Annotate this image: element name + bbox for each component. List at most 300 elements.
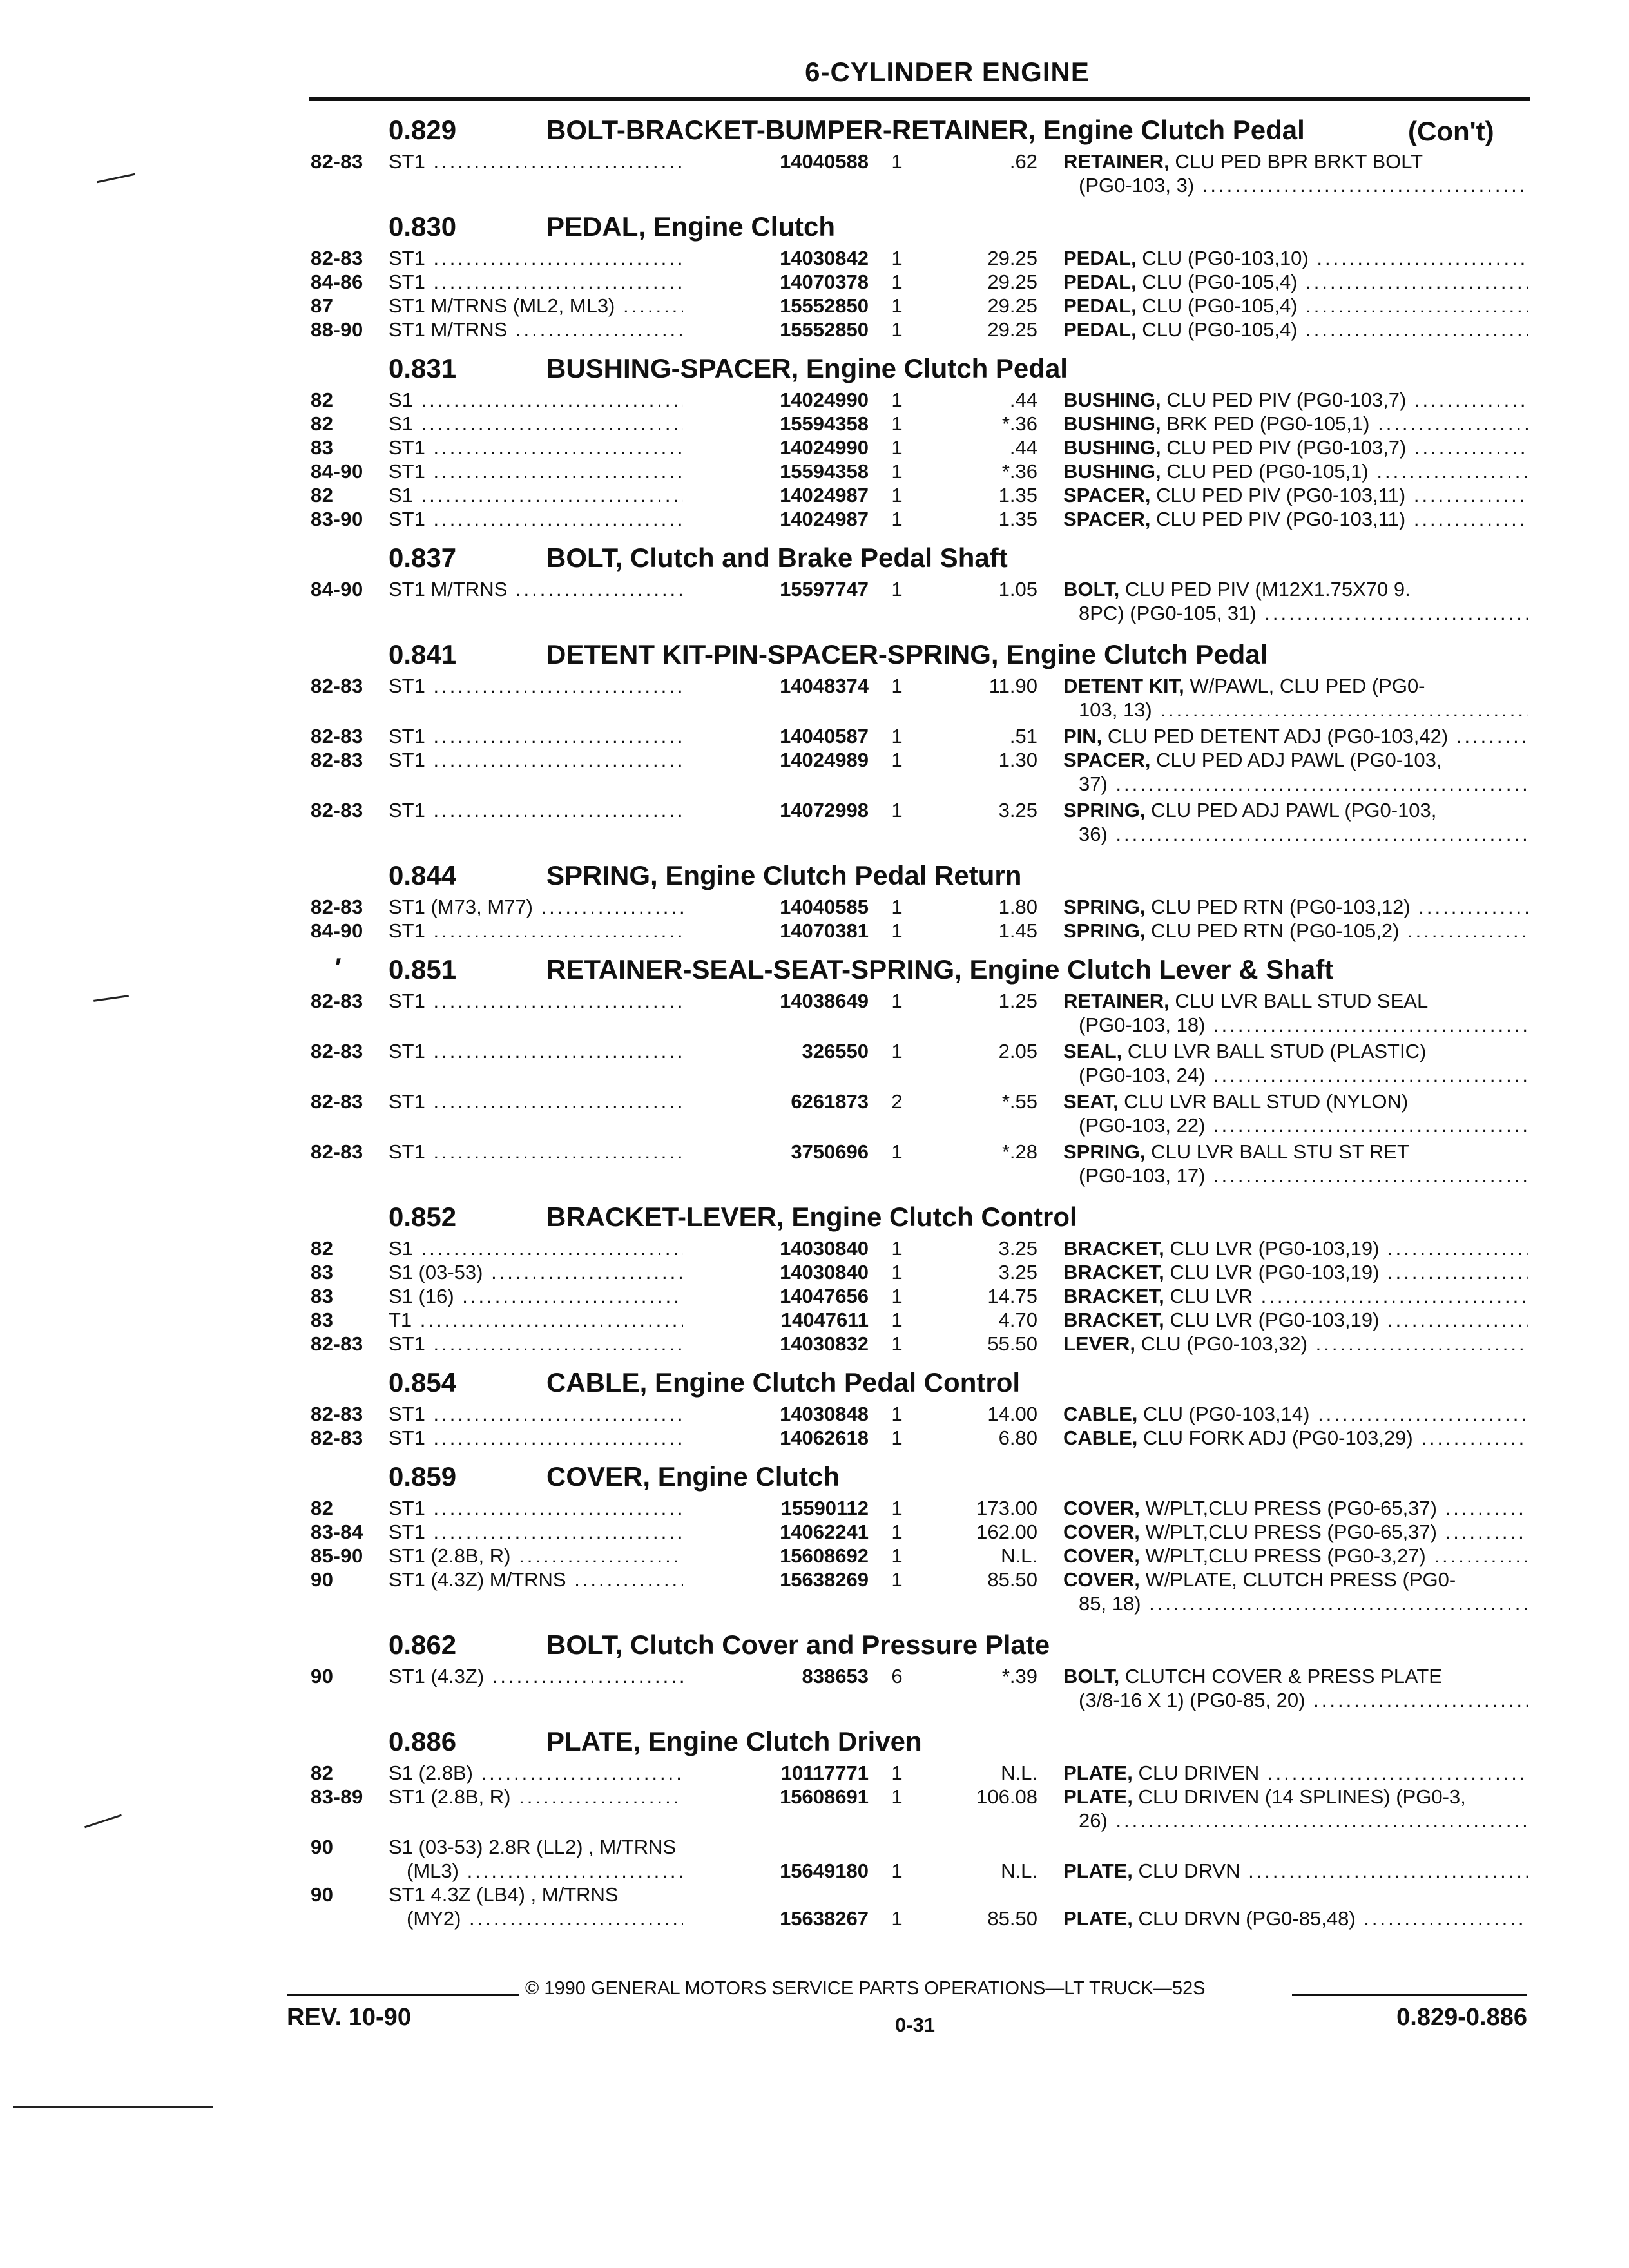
description: [1063, 507, 1528, 531]
description-line: [1063, 1332, 1528, 1356]
model-code: ST1 .....: [389, 1426, 743, 1450]
description: [1063, 1907, 1528, 1930]
part-name: SPRING,: [1063, 799, 1146, 822]
table-row: [0, 294, 1629, 318]
part-name: PLATE,: [1063, 1860, 1133, 1882]
quantity: 1: [891, 1040, 903, 1062]
description: [1063, 149, 1528, 197]
part-name: PEDAL,: [1063, 294, 1137, 317]
part-name: SEAT,: [1063, 1090, 1119, 1113]
part-number: 14072998: [683, 798, 869, 822]
model-code: ST1 .....: [389, 270, 743, 294]
part-number: 14030848: [683, 1402, 869, 1426]
part-number: 15608692: [683, 1544, 869, 1568]
description-line: [1063, 294, 1528, 318]
table-row: [0, 1236, 1629, 1260]
description-text: CLU DRVN (PG0-85,48): [1132, 1907, 1356, 1930]
table-row: [0, 1140, 1629, 1190]
year-range: 83: [311, 1285, 334, 1307]
quantity: 1: [891, 1285, 903, 1307]
model-code: ST1 .....: [389, 674, 743, 698]
description: [1063, 1140, 1528, 1187]
year-range: 84-90: [311, 460, 363, 483]
table-row: [0, 459, 1629, 483]
description-line: [1063, 1664, 1528, 1688]
section-title: BUSHING-SPACER, Engine Clutch Pedal: [546, 353, 1068, 383]
part-number: 15552850: [683, 294, 869, 318]
part-number: 14024990: [683, 388, 869, 412]
section-continued: (Con't): [1408, 116, 1494, 146]
section-header: [0, 1450, 1629, 1496]
price: 85.50: [987, 1907, 1037, 1930]
description: [1063, 388, 1528, 412]
description: [1063, 1090, 1528, 1137]
description: [1063, 989, 1528, 1037]
part-number: 15590112: [683, 1496, 869, 1520]
quantity: 1: [891, 1309, 903, 1331]
description-text: CLU LVR (PG0-103,19): [1164, 1309, 1380, 1331]
section-header: [0, 1618, 1629, 1664]
year-range: 85-90: [311, 1544, 363, 1567]
quantity: 1: [891, 150, 903, 173]
description-line: [1063, 1402, 1528, 1426]
section-header: [0, 200, 1629, 246]
section-number: 0.886: [389, 1726, 457, 1756]
model-code-line: S1 (03-53) 2.8R (LL2) , M/TRNS: [389, 1836, 677, 1858]
description: [1063, 1260, 1528, 1284]
quantity: 1: [891, 1544, 903, 1567]
description-text: CLU PED RTN (PG0-105,2): [1145, 919, 1400, 942]
price: 173.00: [976, 1497, 1037, 1519]
part-number: 838653: [683, 1664, 869, 1688]
description-text: CLU FORK ADJ (PG0-103,29): [1137, 1427, 1413, 1449]
model-code: S1 (16) .....: [389, 1284, 743, 1308]
quantity: 1: [891, 389, 903, 411]
price: N.L.: [1001, 1762, 1037, 1784]
model-code: S1 (2.8B) .....: [389, 1761, 743, 1785]
table-row: [0, 1859, 1629, 1883]
description-line-2: (PG0-103, 3) .....: [1063, 173, 1528, 197]
part-number: 14047656: [683, 1284, 869, 1308]
section-header: [0, 103, 1629, 149]
description: [1063, 919, 1528, 943]
section-title: BOLT, Clutch and Brake Pedal Shaft: [546, 543, 1008, 573]
price: 85.50: [987, 1568, 1037, 1591]
part-name: BOLT,: [1063, 1665, 1120, 1687]
description-line: [1063, 674, 1528, 698]
section-number: 0.862: [389, 1629, 457, 1660]
part-name: COVER,: [1063, 1521, 1140, 1543]
description-line: [1063, 1260, 1528, 1284]
part-number: 15608691: [683, 1785, 869, 1809]
price: 162.00: [976, 1521, 1037, 1543]
section-header: [0, 628, 1629, 674]
table-row: [0, 895, 1629, 919]
table-row: [0, 1664, 1629, 1715]
model-code: ST1 M/TRNS .....: [389, 577, 743, 601]
quantity: 1: [891, 1785, 903, 1808]
part-number: 15594358: [683, 412, 869, 436]
description-text: CLU (PG0-105,4): [1136, 294, 1298, 317]
description: [1063, 895, 1528, 919]
part-name: BUSHING,: [1063, 412, 1161, 435]
description-text: CLU (PG0-103,32): [1135, 1332, 1308, 1355]
description: [1063, 459, 1528, 483]
description-text: CLU PED (PG0-105,1): [1161, 460, 1369, 483]
part-number: 14030840: [683, 1236, 869, 1260]
section-number: 0.829: [389, 115, 457, 145]
part-name: COVER,: [1063, 1568, 1140, 1591]
table-row: [0, 577, 1629, 628]
part-number: 14030842: [683, 246, 869, 270]
part-name: SPRING,: [1063, 1140, 1146, 1163]
description-line: [1063, 459, 1528, 483]
price: 1.45: [998, 919, 1037, 942]
year-range: 82-83: [311, 247, 363, 269]
part-number: 14038649: [683, 989, 869, 1013]
quantity: 1: [891, 725, 903, 747]
table-row: [0, 149, 1629, 200]
page-number: 0-31: [894, 2013, 936, 2036]
quantity: 1: [891, 1427, 903, 1449]
model-code: ST1 .....: [389, 149, 743, 173]
year-range: 82-83: [311, 896, 363, 918]
part-name: RETAINER,: [1063, 150, 1170, 173]
description-text: CLU LVR BALL STU ST RET: [1145, 1140, 1409, 1163]
part-number: 10117771: [683, 1761, 869, 1785]
year-range: 82: [311, 389, 334, 411]
description-line: [1063, 1308, 1528, 1332]
year-range: 84-90: [311, 578, 363, 601]
section-title: DETENT KIT-PIN-SPACER-SPRING, Engine Clutch Pedal: [546, 639, 1268, 669]
model-code: (MY2) .....: [389, 1907, 761, 1930]
year-range: 82-83: [311, 725, 363, 747]
section-range: 0.829-0.886: [1396, 2004, 1527, 2031]
section-title: CABLE, Engine Clutch Pedal Control: [546, 1367, 1021, 1398]
price: 3.25: [998, 1261, 1037, 1283]
description-text: W/PLT,CLU PRESS (PG0-65,37): [1139, 1521, 1437, 1543]
part-name: BOLT,: [1063, 578, 1120, 601]
quantity: 1: [891, 412, 903, 435]
year-range: 84-90: [311, 919, 363, 942]
description: [1063, 412, 1528, 436]
description: [1063, 294, 1528, 318]
quantity: 1: [891, 460, 903, 483]
quantity: 1: [891, 1497, 903, 1519]
model-code: ST1 .....: [389, 724, 743, 748]
model-code: ST1 .....: [389, 459, 743, 483]
model-code: ST1 .....: [389, 246, 743, 270]
quantity: 1: [891, 578, 903, 601]
description: [1063, 1308, 1528, 1332]
table-row: [0, 1402, 1629, 1426]
year-range: 83: [311, 1261, 334, 1283]
description-text: CLU LVR BALL STUD (PLASTIC): [1122, 1040, 1427, 1062]
part-number: 14024987: [683, 483, 869, 507]
year-range: 90: [311, 1883, 334, 1906]
year-range: 82: [311, 412, 334, 435]
model-code: S1 .....: [389, 1236, 743, 1260]
quantity: 1: [891, 1860, 903, 1882]
table-row: [0, 388, 1629, 412]
year-range: 82-83: [311, 990, 363, 1012]
part-number: 6261873: [683, 1090, 869, 1113]
part-name: SEAL,: [1063, 1040, 1123, 1062]
description: [1063, 1402, 1528, 1426]
description-text: W/PAWL, CLU PED (PG0-: [1184, 675, 1425, 697]
model-code-line: ST1 4.3Z (LB4) , M/TRNS: [389, 1883, 619, 1906]
quantity: 1: [891, 675, 903, 697]
price: N.L.: [1001, 1860, 1037, 1882]
table-row: [0, 483, 1629, 507]
price: *.28: [1001, 1140, 1037, 1163]
price: *.55: [1001, 1090, 1037, 1113]
description-line: [1063, 577, 1528, 601]
part-number: 15552850: [683, 318, 869, 341]
description-text: CLU (PG0-105,4): [1136, 271, 1298, 293]
price: *.36: [1001, 460, 1037, 483]
quantity: 1: [891, 1521, 903, 1543]
table-row: [0, 798, 1629, 849]
description-line: [1063, 919, 1528, 943]
description-text: CLU (PG0-103,10): [1136, 247, 1309, 269]
description-text: CLU LVR BALL STUD (NYLON): [1118, 1090, 1409, 1113]
table-row-model-line: [0, 1835, 1629, 1859]
table-row: [0, 1785, 1629, 1835]
table-row: [0, 436, 1629, 459]
model-code: ST1 .....: [389, 507, 743, 531]
description-text: CLU PED BPR BRKT BOLT: [1169, 150, 1423, 173]
model-code: ST1 (2.8B, R) .....: [389, 1785, 743, 1809]
section-title: COVER, Engine Clutch: [546, 1461, 840, 1492]
quantity: 1: [891, 271, 903, 293]
description-line: [1063, 798, 1528, 822]
part-number: 14030832: [683, 1332, 869, 1356]
model-code: S1 .....: [389, 412, 743, 436]
page-title: 6-CYLINDER ENGINE: [805, 57, 1090, 87]
description-line: [1063, 1039, 1528, 1063]
section-title: BOLT-BRACKET-BUMPER-RETAINER, Engine Clutch Pedal: [546, 115, 1305, 145]
description: [1063, 318, 1528, 341]
quantity: 1: [891, 919, 903, 942]
section-title: BRACKET-LEVER, Engine Clutch Control: [546, 1202, 1077, 1232]
table-row: [0, 1520, 1629, 1544]
part-name: BUSHING,: [1063, 436, 1161, 459]
description-line: [1063, 1236, 1528, 1260]
model-code: ST1 .....: [389, 1140, 743, 1164]
model-code: (ML3) .....: [389, 1859, 761, 1883]
year-range: 87: [311, 294, 334, 317]
description-line: [1063, 1090, 1528, 1113]
description: [1063, 1426, 1528, 1450]
part-number: 14040585: [683, 895, 869, 919]
section-title: BOLT, Clutch Cover and Pressure Plate: [546, 1629, 1050, 1660]
section-number: 0.854: [389, 1367, 457, 1398]
description-text: CLU PED DETENT ADJ (PG0-103,42): [1102, 725, 1449, 747]
model-code: S1 .....: [389, 388, 743, 412]
part-name: PLATE,: [1063, 1785, 1133, 1808]
model-code: ST1 .....: [389, 1039, 743, 1063]
model-code: ST1 (2.8B, R) .....: [389, 1544, 743, 1568]
model-code: ST1 (4.3Z) M/TRNS .....: [389, 1568, 743, 1591]
table-row: [0, 1496, 1629, 1520]
table-row: [0, 507, 1629, 531]
table-row: [0, 318, 1629, 341]
quantity: 2: [891, 1090, 903, 1113]
part-number: 15638269: [683, 1568, 869, 1591]
description-line: [1063, 388, 1528, 412]
quantity: 1: [891, 1332, 903, 1355]
description-line: [1063, 1140, 1528, 1164]
part-number: 14062618: [683, 1426, 869, 1450]
part-name: SPACER,: [1063, 749, 1151, 771]
description-text: CLU PED PIV (PG0-103,11): [1150, 508, 1406, 530]
year-range: 83-90: [311, 508, 363, 530]
description-line-2: (3/8-16 X 1) (PG0-85, 20) .....: [1063, 1688, 1528, 1712]
description-line: [1063, 436, 1528, 459]
description: [1063, 1859, 1528, 1883]
part-number: 14040587: [683, 724, 869, 748]
section-header: [0, 1715, 1629, 1761]
part-name: BRACKET,: [1063, 1261, 1164, 1283]
year-range: 82-83: [311, 1427, 363, 1449]
description-line: [1063, 270, 1528, 294]
part-number: 14030840: [683, 1260, 869, 1284]
table-row-model-line: [0, 1883, 1629, 1907]
description-text: CLU LVR: [1164, 1285, 1253, 1307]
price: 1.05: [998, 578, 1037, 601]
table-row: [0, 1907, 1629, 1930]
footer-rule-right: [1292, 1994, 1527, 1996]
year-range: 82-83: [311, 1403, 363, 1425]
model-code: ST1 .....: [389, 748, 743, 772]
section-title: PLATE, Engine Clutch Driven: [546, 1726, 922, 1756]
description-text: CLU DRIVEN (14 SPLINES) (PG0-3,: [1132, 1785, 1466, 1808]
footer-rule-left: [287, 1994, 519, 1996]
model-code: ST1 M/TRNS .....: [389, 318, 743, 341]
part-number: 15594358: [683, 459, 869, 483]
quantity: 1: [891, 896, 903, 918]
description-line: [1063, 748, 1528, 772]
description-text: CLUTCH COVER & PRESS PLATE: [1119, 1665, 1442, 1687]
description-text: CLU PED ADJ PAWL (PG0-103,: [1145, 799, 1437, 822]
table-row: [0, 724, 1629, 748]
year-range: 82-83: [311, 1040, 363, 1062]
quantity: 1: [891, 1762, 903, 1784]
year-range: 82-83: [311, 1332, 363, 1355]
description: [1063, 436, 1528, 459]
table-row: [0, 1761, 1629, 1785]
model-code: ST1 (M73, M77) .....: [389, 895, 743, 919]
description-line: [1063, 1426, 1528, 1450]
description-text: CLU PED PIV (PG0-103,7): [1161, 389, 1407, 411]
description-line: [1063, 412, 1528, 436]
part-number: 15638267: [683, 1907, 869, 1930]
price: *.36: [1001, 412, 1037, 435]
description-line: [1063, 1859, 1528, 1883]
year-range: 83: [311, 436, 334, 459]
description: [1063, 1761, 1528, 1785]
quantity: 1: [891, 749, 903, 771]
description-text: BRK PED (PG0-105,1): [1161, 412, 1370, 435]
description-line-2: (PG0-103, 18) .....: [1063, 1013, 1528, 1037]
description-line: [1063, 989, 1528, 1013]
part-name: PLATE,: [1063, 1762, 1133, 1784]
description-line-2: 103, 13) .....: [1063, 698, 1528, 722]
description: [1063, 1236, 1528, 1260]
scan-mark: [13, 2106, 213, 2108]
part-number: 326550: [683, 1039, 869, 1063]
year-range: 83-89: [311, 1785, 363, 1808]
quantity: 1: [891, 990, 903, 1012]
model-code: ST1 .....: [389, 436, 743, 459]
description-text: CLU LVR BALL STUD SEAL: [1169, 990, 1429, 1012]
year-range: 83-84: [311, 1521, 363, 1543]
quantity: 1: [891, 1140, 903, 1163]
section-number: 0.841: [389, 639, 457, 669]
table-row: [0, 1426, 1629, 1450]
description-line-2: 8PC) (PG0-105, 31) .....: [1063, 601, 1528, 625]
price: *.39: [1001, 1665, 1037, 1687]
section-header: [0, 943, 1629, 989]
quantity: 1: [891, 508, 903, 530]
model-code: ST1 .....: [389, 1090, 743, 1113]
description-line: [1063, 149, 1528, 173]
table-row: [0, 1260, 1629, 1284]
price: 29.25: [987, 294, 1037, 317]
description-text: CLU PED PIV (M12X1.75X70 9.: [1119, 578, 1411, 601]
section-number: 0.844: [389, 860, 457, 890]
price: 29.25: [987, 271, 1037, 293]
table-row: [0, 674, 1629, 724]
year-range: 90: [311, 1568, 334, 1591]
part-name: DETENT KIT,: [1063, 675, 1184, 697]
description: [1063, 483, 1528, 507]
part-number: 14040588: [683, 149, 869, 173]
price: 1.80: [998, 896, 1037, 918]
description-line-2: 26) .....: [1063, 1809, 1528, 1832]
price: 1.25: [998, 990, 1037, 1012]
model-code: ST1 .....: [389, 1520, 743, 1544]
description-text: CLU (PG0-105,4): [1136, 318, 1298, 341]
year-range: 88-90: [311, 318, 363, 341]
parts-catalog-body: [0, 103, 1629, 1930]
model-code: ST1 .....: [389, 1332, 743, 1356]
part-number: 14048374: [683, 674, 869, 698]
description-line: [1063, 1761, 1528, 1785]
description-text: CLU PED ADJ PAWL (PG0-103,: [1150, 749, 1442, 771]
price: 106.08: [976, 1785, 1037, 1808]
year-range: 82: [311, 1762, 334, 1784]
part-name: COVER,: [1063, 1497, 1140, 1519]
price: 1.35: [998, 508, 1037, 530]
model-code: S1 (03-53) .....: [389, 1260, 743, 1284]
price: 29.25: [987, 318, 1037, 341]
section-number: 0.851: [389, 954, 457, 985]
part-number: 14024990: [683, 436, 869, 459]
table-row: [0, 989, 1629, 1039]
part-name: PLATE,: [1063, 1907, 1133, 1930]
part-number: 14024989: [683, 748, 869, 772]
section-title: RETAINER-SEAL-SEAT-SPRING, Engine Clutch Lever & Shaft: [546, 954, 1334, 985]
table-row: [0, 1308, 1629, 1332]
table-row: [0, 1284, 1629, 1308]
price: 14.00: [987, 1403, 1037, 1425]
year-range: 82-83: [311, 1140, 363, 1163]
model-code: ST1 .....: [389, 989, 743, 1013]
section-number: 0.859: [389, 1461, 457, 1492]
year-range: 90: [311, 1665, 334, 1687]
